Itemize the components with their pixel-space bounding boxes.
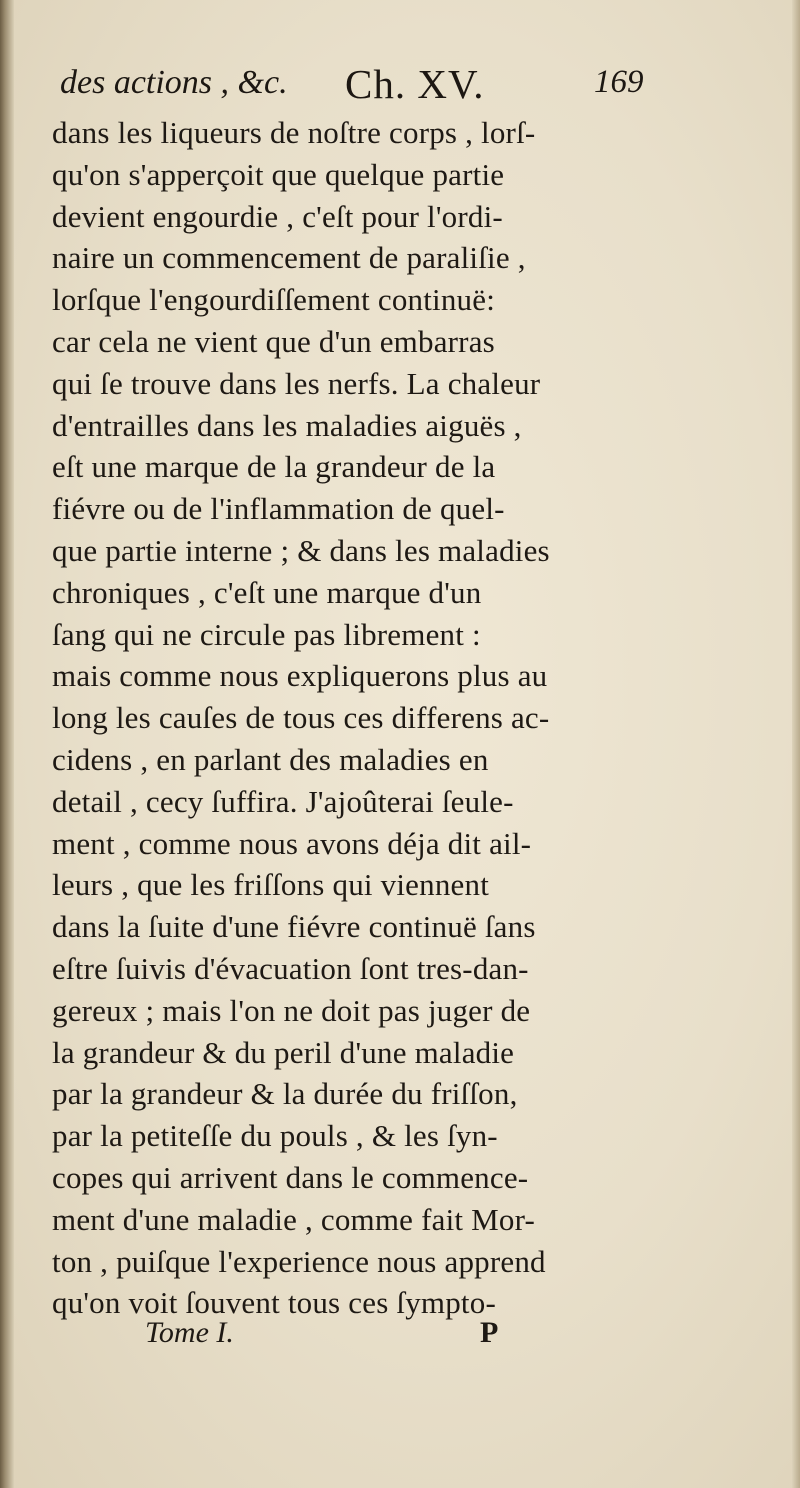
text-line: naire un commencement de paraliſie , <box>52 240 526 276</box>
text-line: car cela ne vient que d'un embarras <box>52 323 495 359</box>
text-line: devient engourdie , c'eſt pour l'ordi- <box>52 198 503 234</box>
body-text <box>52 112 742 1324</box>
text-line: par la grandeur & la durée du friſſon, <box>52 1076 518 1112</box>
text-line: ment , comme nous avons déja dit ail- <box>52 825 532 861</box>
text-line: eſt une marque de la grandeur de la <box>52 449 496 485</box>
text-line: qui ſe trouve dans les nerfs. La chaleur <box>52 365 541 401</box>
text-line: lorſque l'engourdiſſement continuë: <box>52 282 496 318</box>
text-line: la grandeur & du peril d'une maladie <box>52 1034 515 1070</box>
text-line: long les cauſes de tous ces differens ac- <box>52 700 550 736</box>
text-line: par la petiteſſe du pouls , & les ſyn- <box>52 1118 498 1154</box>
text-line: fiévre ou de l'inflammation de quel- <box>52 491 505 527</box>
text-line: gereux ; mais l'on ne doit pas juger de <box>52 992 531 1028</box>
page-gutter-shadow <box>0 0 14 1488</box>
page-number: 169 <box>594 64 644 100</box>
text-line: dans la ſuite d'une fiévre continuë ſans <box>52 909 536 945</box>
text-line: qu'on voit ſouvent tous ces ſympto- <box>52 1285 496 1321</box>
text-line: detail , cecy ſuffira. J'ajoûterai ſeule- <box>52 783 514 819</box>
text-line: d'entrailles dans les maladies aiguës , <box>52 407 522 443</box>
text-line: qu'on s'apperçoit que quelque partie <box>52 156 505 192</box>
text-line: mais comme nous expliquerons plus au <box>52 658 548 694</box>
running-title: des actions , &c. <box>60 64 288 101</box>
text-line: chroniques , c'eſt une marque d'un <box>52 574 482 610</box>
chapter-label: Ch. XV. <box>345 61 485 107</box>
page-edge <box>792 0 800 1488</box>
text-line: leurs , que les friſſons qui viennent <box>52 867 490 903</box>
text-line: ment d'une maladie , comme fait Mor- <box>52 1201 536 1237</box>
signature-mark: P <box>480 1316 499 1349</box>
text-line: cidens , en parlant des maladies en <box>52 741 489 777</box>
text-line: eſtre ſuivis d'évacuation ſont tres-dan- <box>52 950 529 986</box>
page-footer <box>140 1316 540 1356</box>
text-line: ton , puiſque l'experience nous apprend <box>52 1243 546 1279</box>
text-line: ſang qui ne circule pas librement : <box>52 616 481 652</box>
volume-signature: Tome I. <box>145 1316 234 1349</box>
text-line: que partie interne ; & dans les maladies <box>52 532 550 568</box>
text-line: dans les liqueurs de noſtre corps , lorſ- <box>52 115 536 150</box>
text-line: copes qui arrivent dans le commence- <box>52 1159 529 1195</box>
running-header <box>60 62 660 112</box>
